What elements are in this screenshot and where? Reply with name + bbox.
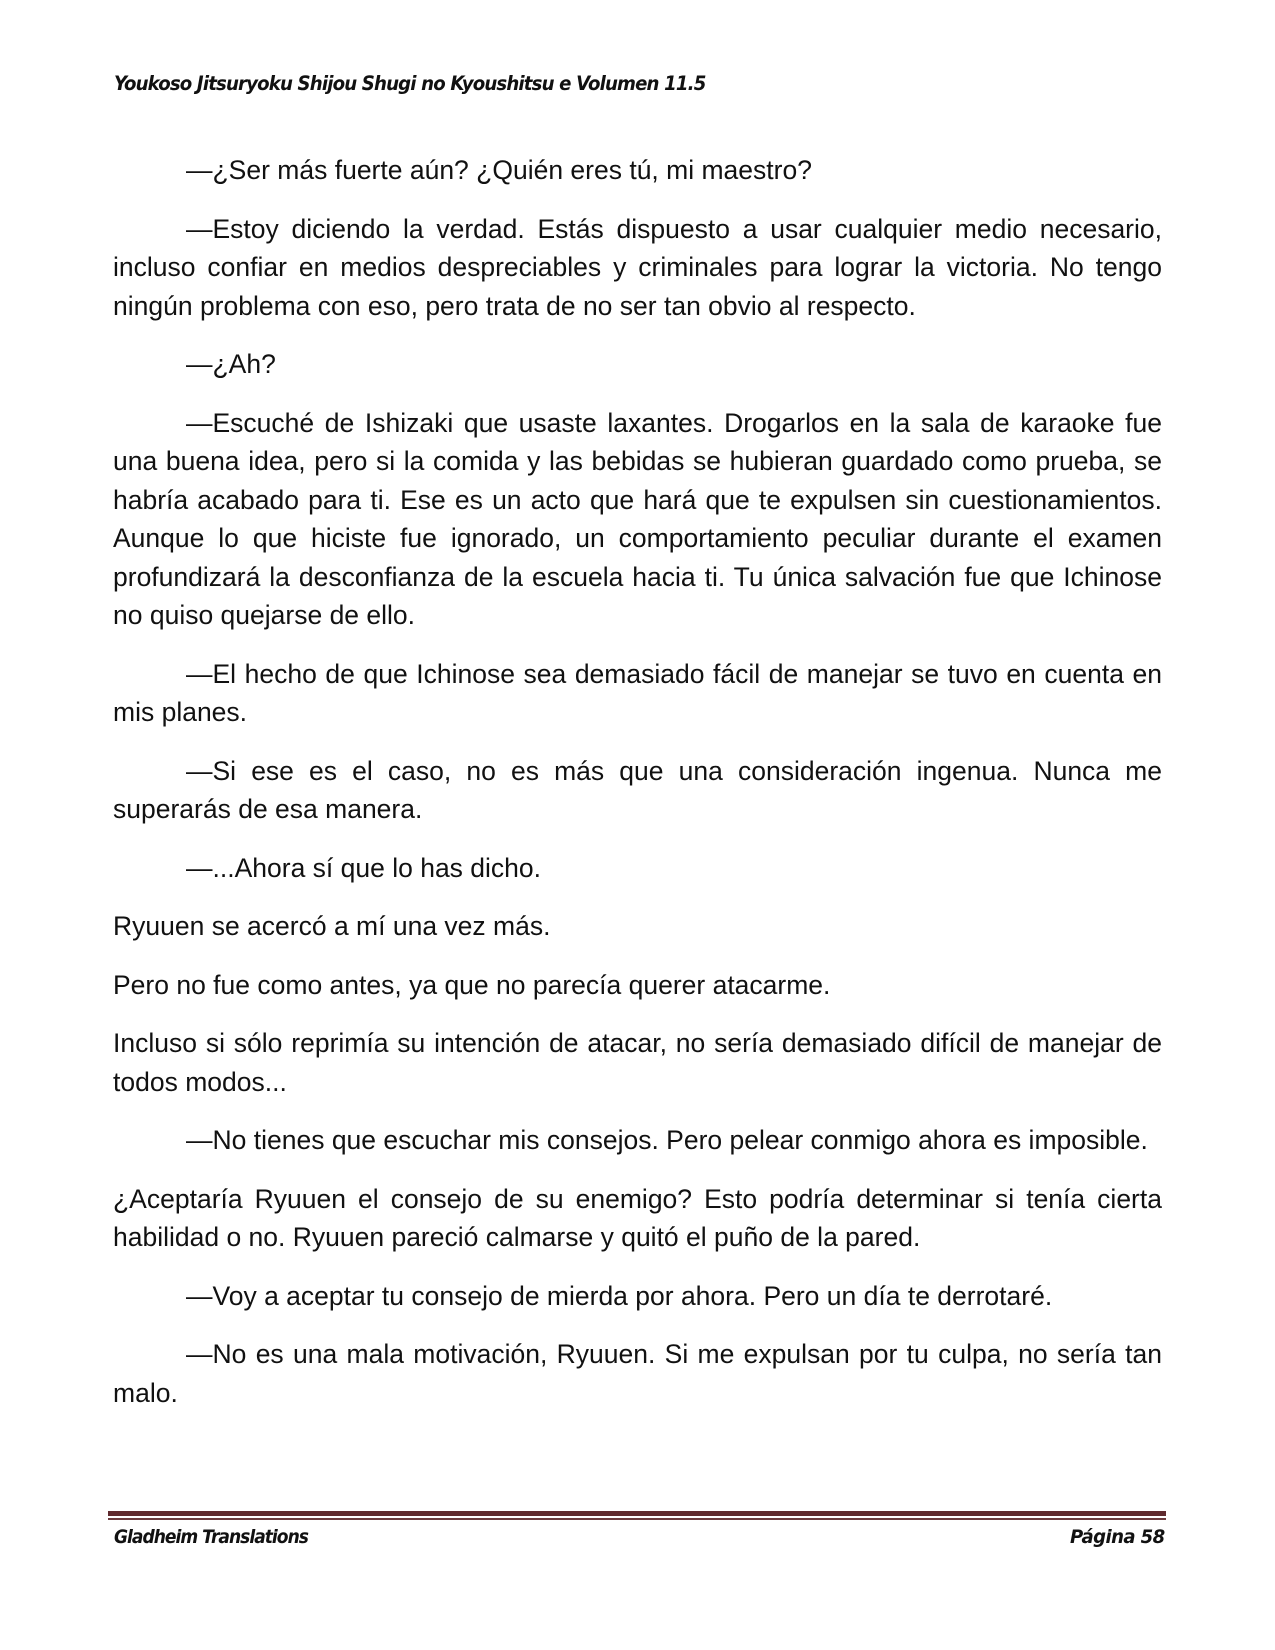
paragraph: —El hecho de que Ichinose sea demasiado fácil de manejar se tuvo en cuenta en mis planes. — [113, 658, 1162, 727]
footer-rule-thin — [108, 1518, 1166, 1520]
paragraph: Pero no fue como antes, ya que no parecía querer atacarme. — [113, 969, 831, 1000]
paragraph: —No tienes que escuchar mis consejos. Pero pelear conmigo ahora es imposible. — [186, 1125, 1148, 1155]
paragraph: ¿Aceptaría Ryuuen el consejo de su enemigo? Esto podría determinar si tenía cierta habilidad o no. Ryuuen pareció calmarse y quitó el puño de la pared. — [113, 1183, 1162, 1252]
body-text — [113, 151, 1162, 1432]
paragraph: —Voy a aceptar tu consejo de mierda por ahora. Pero un día te derrotaré. — [186, 1280, 1053, 1311]
running-header-title: Youkoso Jitsuryoku Shijou Shugi no Kyoushitsu e Volumen 11.5 — [114, 72, 706, 95]
paragraph: —¿Ah? — [186, 349, 276, 379]
footer-translator-credit: Gladheim Translations — [114, 1526, 308, 1548]
paragraph: —¿Ser más fuerte aún? ¿Quién eres tú, mi maestro? — [186, 155, 812, 185]
paragraph: Incluso si sólo reprimía su intención de atacar, no sería demasiado difícil de manejar de todos modos... — [113, 1028, 1162, 1097]
paragraph: —Escuché de Ishizaki que usaste laxantes. Drogarlos en la sala de karaoke fue una buena idea, pero si la comida y las bebidas se hubieran guardado como prueba, se habría acabado para ti. Ese es un acto que hará que te expulsen sin cuestionamientos. Aunque lo que hiciste fue ignorado, un comportamiento peculiar durante el examen profundizará la desconfianza de la escuela hacia ti. Tu única salvación fue que Ichinose no quiso quejarse de ello. — [113, 407, 1162, 630]
footer-rule — [108, 1511, 1166, 1516]
paragraph: Ryuuen se acercó a mí una vez más. — [113, 911, 551, 941]
paragraph: —Si ese es el caso, no es más que una consideración ingenua. Nunca me superarás de esa manera. — [113, 755, 1162, 824]
paragraph: —...Ahora sí que lo has dicho. — [186, 852, 542, 883]
paragraph: —No es una mala motivación, Ryuuen. Si me expulsan por tu culpa, no sería tan malo. — [113, 1339, 1162, 1408]
footer-page-number: Página 58 — [1070, 1526, 1165, 1548]
paragraph: —Estoy diciendo la verdad. Estás dispuesto a usar cualquier medio necesario, incluso confiar en medios despreciables y criminales para lograr la victoria. No tengo ningún problema con eso, pero trata de no ser tan obvio al respecto. — [113, 213, 1162, 321]
